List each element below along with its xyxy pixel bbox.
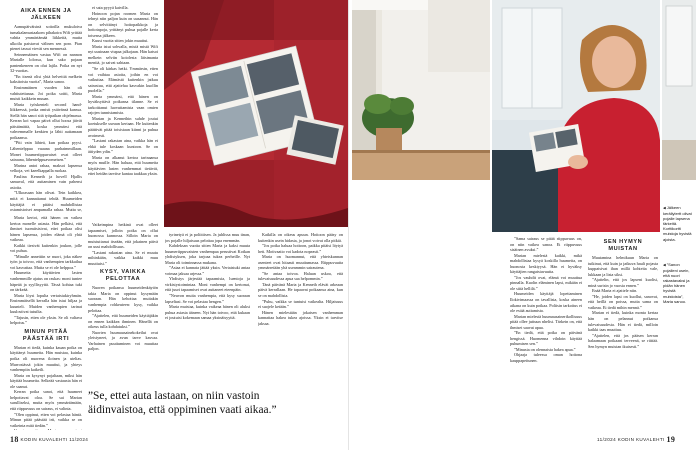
page-number-left: 18 [10, 435, 19, 444]
section-subheading: KYSY, VAIKKA PELOTTAA [100, 269, 146, 283]
text-column-1 [10, 5, 82, 213]
body-paragraph: Seinnemäinen vastaa Wifi on nannon Marialle lolossa, kun sako pojaan pantenkeneen on olut lajila. Poika on nyt 32-vuotias. [10, 51, 82, 74]
body-paragraph: Marian mielestä kaikki, mikä mahdollistaa kysyä koskilla huumeita, on huonosta keskiyysä. Hän ei hyväksy käyttäjien rangaistavuutta. [510, 252, 582, 275]
section-subheading: MINUN PITÄÄ PÄÄSTÄÄ IRTI [22, 328, 70, 342]
body-paragraph: ”Asiaa ei kannata jättää yksin. Vertaistuki antaa voimaa jaksaa arjessa.” [165, 265, 250, 276]
body-paragraph: tyrinetyä ei ja poliittisen. Ja juhlissa muu tinan, jos pojalle hiljaisuus pelottaa jopa enemmän. [165, 232, 250, 243]
body-paragraph: Kaikki tiesivät kuitenkin joukon, jolle voi puhua. [10, 242, 82, 254]
body-paragraph: ”Sama sairaus se pitää riippuvuus on, on niin vaikea sanoa. Ei riippuvuus sisäinen avuksi.” [510, 236, 582, 253]
text-column-4 [165, 232, 250, 384]
body-paragraph: Nuorten huumausainekokeilut ovat yleistyneet, ja avun tarve kasvaa. Varhainen puuttuminen voi muuttaa paljon. [88, 329, 158, 352]
pull-quote: ”Se, ettei auta lastaan, on niin vastoin äidinvaistoa, että oppiminen vaati aikaa.” [88, 390, 277, 416]
body-paragraph: ”Lastani rakastan aina. Se ei muutu mihinkään, vaikka kaikki muu muuttuisi.” [88, 249, 158, 266]
body-paragraph: Maria muistaa, kuinka vaikeaa hänen oli aluksi puhua asiasta ääneen. Nyt hän toivoo, että kukaan ei joutuisi kokemaan samaa yksinäisyyttä. [165, 304, 250, 321]
body-paragraph: Maria löysi lopulta vertaistukiryhmän. Ensimmäisellä kerralla hän istui hiljaa ja kuunteli. Muiden vanhempien tarinat kuulostivat tutuilta. [10, 292, 82, 315]
body-paragraph: ”En itsenä olisi yhtä helvettiä melkein kaksitoista vuotta”, Maria sanoo. [10, 73, 82, 85]
photo-caption-1-text: Jälkeen kerällylertt olivat pojalle lapsena tärkeitä. Korttikortti muistoja hyvistä ajoista. [663, 205, 692, 242]
page-number-right: 19 [666, 435, 676, 444]
body-paragraph: Paulina Kenneth ja hovell Hjallis samuval, että auttaminen vain pahensi asioita. [10, 173, 82, 190]
body-paragraph: Nuoren poikansa huumeidenkäytön takia Maria on oppinut kysymään suoraan. Hän kehottaa muitakin vanhempia rohkeuteen: kysy, vaikka pelottaa. [88, 285, 158, 313]
body-paragraph: Maria ymmärsi, että hänen on hyväksyttävä poikansa tilanne. Se ei tarkoittanut luovuttamista vaan omien rajojen tunnistamista. [88, 93, 158, 116]
body-paragraph: Maria on kysynyt pojaltaan, miksi hän käyttää huumeita. Selkeää vastausta hän ei ole saanut. [10, 372, 82, 389]
body-paragraph: ”Ajattelen, että huumeiden käyttäjäkin on ennen kaikkea ihminen. Hänellä on oikeus tulla kohdatuksi.” [88, 313, 158, 330]
text-column-2 [10, 215, 82, 430]
body-paragraph: ei sata pyyyä kaivilla. [92, 5, 129, 10]
caption-arrow-icon: ◀ [663, 206, 667, 210]
body-paragraph: Marian ja Kennethin suhde joutui koetukselle useaan kertaan. He kuitenkin päättivät pitää toisistaan kiinni ja puhua avoimesti. [88, 115, 158, 138]
body-paragraph: Maria on huomannut, että yhteiskunnan asenteet ovat hitaasti muuttumassa. Riippuvuutta ymmärretään yhä useammin sairautena. [258, 254, 343, 271]
body-paragraph: Ohjaaja tuleessa oman hoitona kauppapeitunen. [510, 352, 582, 364]
body-paragraph: ”Se oli kärkas hetki. Ymmärsin, etten voi vaihtaa asioita, joihin en voi vaikuttaa. Elämästä kuitenkin jatkuu sairastuu, että ajattelua kasvakin kuollin puolella.” [88, 66, 158, 94]
photo-interior-plant [352, 0, 490, 180]
body-paragraph: ”Minusta on olennaista hakea apua.” [514, 346, 576, 352]
body-paragraph: Vaikeimpina hetkinä ovat olleet tapaamiset, jolloin poika on ollut huonossa kunnossa. Silloin Maria on muistuttanut itseään, että jokainen päivä on uusi mahdollisuus. [88, 222, 158, 250]
folio-right [597, 435, 675, 444]
body-paragraph: ”Jos poika haluaa hoitoon, paikka pitäisi löytyä heti. Motivaatio voi kadota nopeasti.” [258, 243, 343, 254]
body-paragraph [10, 428, 82, 430]
photo-childhood-drawings [164, 0, 348, 227]
body-paragraph: ”Ajattelin, että jos lapseni kuolisi, minä surisin jo vuosia ennen.” [588, 277, 658, 288]
body-paragraph: Aamupäiväisinä soitoilla mukuloiva tumakalamustaakom pihakoira Wifi yrittää vahtia ymmärtämää liikkeitä, mutta ulkoilu paistavat välinen sen poro. Pian pienet tassut vievät sen mennessä. [10, 24, 82, 52]
body-paragraph: Huumeita käyttävien lasten vanhemmille ajatus on raskas: moni tuntee häpeää ja syyllisyyttä. Tässä kohtaa tuki on tärkeää. [10, 270, 82, 293]
folio-left-text: KODIN KUVALEHTI 11/2024 [20, 437, 89, 442]
body-paragraph: ”Olen oppinut, etten voi pelastaa häntä. Minun pitää päästää irti, vaikka se on vaikeinta mitä tiedän.” [10, 411, 82, 428]
body-paragraph: Hänen mielestään jokaisen vanhemman kannattaa hakea tukea ajoissa. Yksin ei tarvitse jaksaa. [258, 309, 343, 326]
body-paragraph: Kaikilla on oikeus apuun. Hoitoon pääsy on kuitenkin usein hidasta, ja jonot voivat olla pitkiä. [258, 232, 343, 243]
section-subheading: SEN HYMYN MUISTAN [603, 239, 643, 252]
body-paragraph: Marina antoi rahaa, maksoi lapsensa velkoja, vei kaeelkappalla ruokaa. [10, 162, 82, 174]
body-paragraph: Enää Maria ei ajattele niin. [592, 288, 638, 294]
body-paragraph: Kuusi vuotta sitten jokin muuttui. [92, 38, 149, 44]
body-paragraph: ”Lastani rakastan aina, vaikka hän ei ehkä tule koskaan kuntoon. Se on äitiyden ydin.” [88, 138, 158, 155]
body-paragraph: ”En tiedä, että poika on päivänä hengissä. Huomenna vihdoin käyttää puhumisen sen.” [510, 330, 582, 347]
photo-childhood-drawings-image [164, 0, 348, 227]
body-paragraph: Marian mielestä huumausainerikollisuus pitää ollee juttuun nhelisi. Tärkein on, että ihmiset saavat apua. [510, 313, 582, 330]
body-paragraph: Maria työskenteli second hand-liikkeessä, jonka omisti ystävänsä kanssa. Siellä hän sanoi sitä työpaikan ohjelmassa. Kerran koi vapaa päivä ollut hoosa jäivät päistämättä, koska ymmärsi että vahvemmalle kenkien ja lähti auttamaan poikaansa. [10, 101, 82, 140]
body-paragraph: Huumeiden käyttäjä lopettaminen Ilokivimaassa on tavallista, koska aineen aikana on kuin poikaa. Poliisin tarkoitus ei ole estää auttamista. [510, 291, 582, 314]
text-column-5 [510, 236, 582, 432]
photo-caption-1 [663, 205, 693, 242]
body-paragraph: Maria on alkanut kertoa tarinaansa myös muille. Hän haluaa, että huumeita käyttävien lasten vanhemmat tietävät, ettei heidän tarvitse kantaa taakkaa yksin. [88, 154, 158, 177]
caption-arrow-icon: ◀ [663, 263, 667, 267]
body-paragraph: ”Se antaa toivoa. Haluan uskoa, että tulevaisuudessa apua saa helpommin.” [258, 270, 343, 282]
body-paragraph: ”Puhu, vaikka se tuntuisi vaikealta. Hiljaisuus ei suojele ketään.” [258, 298, 343, 310]
photo-caption-2 [663, 262, 693, 304]
folio-left [10, 435, 88, 444]
body-paragraph: Yhdistys järjestää tapaamisia, luentoja ja virkistystoimintaa. Moni vanhempi on kertonut, että juuri tapaamiset ovat auttaneet eteenpäin. [165, 276, 250, 293]
body-paragraph: ”Ulkoasaan hän olivat. Tein kaikkea, mitä ei kannattanut tehdä. Huumeiden käyttäjiä ei pitäisi mahdollistaa ostamistoiset ampumalla rahaa. Mutta se, [10, 190, 82, 213]
body-paragraph: ”Ajattelen, että jos pääsen kerran halaamaan poikaani terveenä, se riittää. Sen hymyn muistan ikuisesti.” [588, 332, 658, 349]
body-paragraph: ”Jos vauhdit ovat, elämä voi muuttua pinnalla. Kuolin eläminen lapsi, mikään ei ole siitä hellilä.” [510, 274, 582, 291]
text-column-6 [588, 236, 658, 432]
body-paragraph: Maria kertoi, että hänen on vaikea kertoa monelle asiasta. Hän pelkäsi, että ihmiset tuomitsisivat, ettei poikaa olisi hänen lapsensa, joiden elämä oli yhtä vaikeaa. [10, 215, 82, 243]
photo-caption-2-text: ”Sanon pojalleni usein, että nuori rakastavaksi ja pidän hänen hyvistä muistoista”, Maria sanoo. [663, 262, 690, 304]
body-paragraph: Hoinoon pojan roomen Maria on tehnyt niin paljon kuin on uusannut. Hän on selvittänyt hoitopaikkoja ja hoitotapoja, yrittänyt puhua pojalle kerta toisensa jälkeen. [88, 10, 158, 38]
body-paragraph: ”Minulle annettiin se nuori, joka näkee työn ja toivoo, että vanhempien tarkkailua voi kasvattaa. Mutta se ei ole helppoa.” [10, 253, 82, 270]
body-paragraph: Muutamina helmikuun Maria on tutkinut, että kuin ja jatkuva hauli pojasta kuppaisivat ihan millä kohteita vale, lukkaan ja lista siksi. [588, 255, 658, 277]
photo-interior-plant-image [352, 0, 490, 180]
photo-maria-portrait-image [492, 0, 660, 232]
body-paragraph: ”He, joiden lapsi on kuollut, sanovat, että heillä on poissa, mutta sama on vaikeaa. Ei tiedä mihin mennä.” [588, 293, 658, 310]
body-paragraph: Marian ei tiedä, kuinka kauan poika on käyttänyt huumeita. Hän muistaa, kuinka poika oli nuorena iloinen ja utelias. Murrosiässä jokin muuttui, ja yhteys vanhempiin katkeili. [10, 344, 82, 373]
text-column-3 [88, 5, 158, 220]
photo-maria-portrait [492, 0, 660, 232]
body-paragraph: Tänä päivänä Maria ja Kenneth elävät arkeaan päivä kerrallaan. He tapaavat poikaansa aina, kun se on mahdollista. [258, 281, 343, 299]
body-paragraph: ”Tajusin, etten ole yksin. Se oli valtava helpotus.” [10, 314, 82, 326]
body-paragraph: Kahdeksan vuotta sitten Maria ja kaksi muuta huumeriippuvaisten vanhempaa perustivat Kotkan yhdistyksen, joka tarjoaa tukea perheille. Nyt Maria oli toiminnassa mukana. [165, 243, 250, 265]
body-paragraph: Ensimmäinen vuoden hän oli vahtiutettanaa. Joi poika soitti, Maria muisti kaikkein muuan. [10, 85, 82, 102]
section-subheading: AIKA ENNEN JA JÄLKEEN [20, 8, 72, 21]
body-paragraph: ”Neuvon muita vanhempia, että kysy suoraan lapseltasi. Se voi pelastaa hengen.” [165, 293, 250, 304]
body-paragraph: Kerran poika sanoi, että huumeet helpottavat oloa. Se sai Marian surulliseksi, mutta myös ymmärtämään, että riippuvuus on sairaus, ei valinta. [10, 389, 82, 411]
photo-window-detail [662, 0, 696, 180]
body-paragraph: Maria istui sohvalla, mistä mistä Wifi nyt uusinaan viupaa jalkojaan. Hän katsoi melkein selviin koiolesta läisimanta mentiä, jo saivat sahtaan. [88, 43, 158, 66]
photo-window-detail-image [662, 0, 696, 180]
spread-fold [348, 0, 349, 450]
text-column-3b [88, 222, 158, 382]
body-paragraph: Marian ei tiedä, kuinka monta kertaa hän on pelannut poikansa tulevaisuudesta. Hän ei tiedä, milloin kaikki taas muuttuu. [588, 310, 658, 333]
text-column-4b [258, 232, 343, 384]
body-paragraph: ”Piti vain lähteä, kun poikaa pyysi. Lähentelppua vuaana parhaimmillaan. Monet huumeriippuvaiset ovat olleet sairaana, lähentelppuavomeisen.” [10, 140, 82, 163]
folio-right-text: 11/2024 KODIN KUVALEHTI [597, 437, 665, 442]
